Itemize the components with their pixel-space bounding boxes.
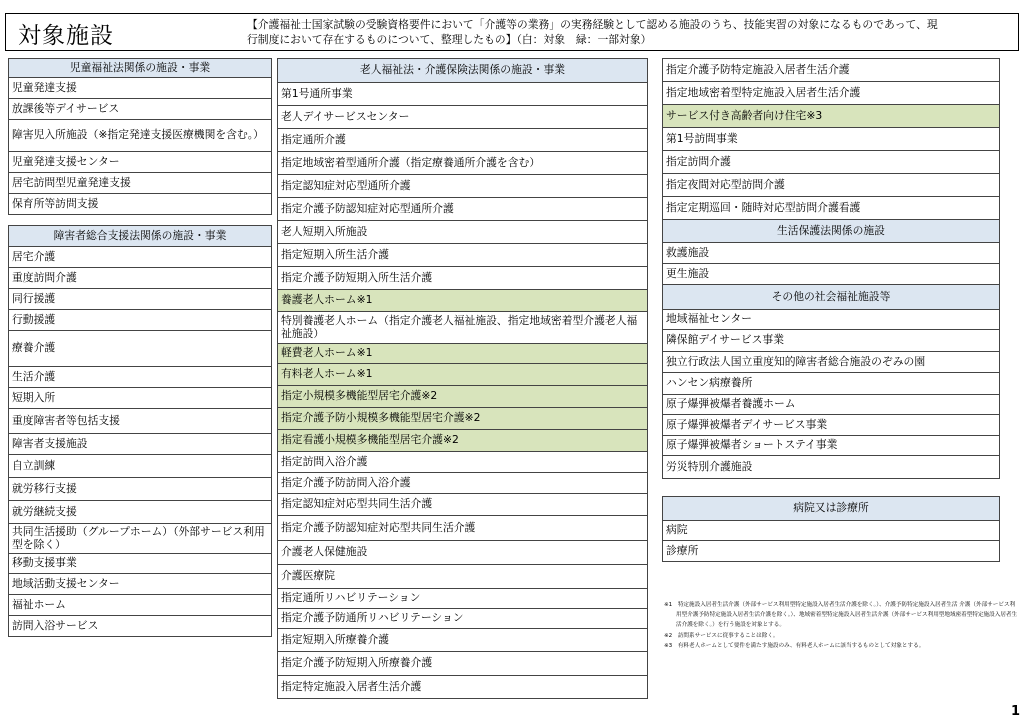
- table-row: 指定介護予防通所リハビリテーション: [278, 609, 648, 629]
- table-row: 指定短期入所療養介護: [278, 629, 648, 652]
- table-row: 更生施設: [663, 264, 1000, 285]
- table-row: 就労移行支援: [9, 478, 272, 501]
- table-row: 指定認知症対応型通所介護: [278, 175, 648, 198]
- table-row: 指定訪問入浴介護: [278, 452, 648, 473]
- description-line-1: 【介護福祉士国家試験の受験資格要件において「介護等の業務」の実務経験として認める施設のうち、技能実習の対象になるものであって、現: [247, 18, 938, 31]
- table-row: 居宅介護: [9, 247, 272, 268]
- table-row: 指定通所介護: [278, 129, 648, 152]
- table-row: 指定看護小規模多機能型居宅介護※2: [278, 430, 648, 452]
- table-row: 短期入所: [9, 388, 272, 409]
- section-header: 生活保護法関係の施設: [663, 220, 1000, 243]
- table-row: 指定地域密着型通所介護（指定療養通所介護を含む）: [278, 152, 648, 175]
- page-title: 対象施設: [18, 23, 114, 49]
- table-row: ハンセン病療養所: [663, 373, 1000, 395]
- table-row: 地域福祉センター: [663, 310, 1000, 330]
- page-description: [247, 17, 1017, 47]
- footnote-3: ※3 有料老人ホームとして要件を満たす施設のみ、有料老人ホームに該当するものとして対象とする。: [664, 642, 925, 649]
- table-row: 放課後等デイサービス: [9, 99, 272, 120]
- section-header: 障害者総合支援法関係の施設・事業: [9, 226, 272, 247]
- footnote-2: ※2 訪問系サービスに従事することは除く。: [664, 632, 779, 639]
- table-row: 障害児入所施設（※指定発達支援医療機関を含む。）: [9, 120, 272, 152]
- table-row: 指定介護予防特定施設入居者生活介護: [663, 59, 1000, 82]
- table-row: 養護老人ホーム※1: [278, 290, 648, 312]
- table-disability-support: [8, 225, 272, 637]
- description-line-2: 行制度において存在するものについて、整理したもの】（白：対象 緑：一部対象）: [247, 33, 652, 46]
- table-row: 福祉ホーム: [9, 595, 272, 616]
- section-header: 老人福祉法・介護保険法関係の施設・事業: [278, 59, 648, 83]
- table-row: 児童発達支援センター: [9, 152, 272, 173]
- table-row: 特別養護老人ホーム（指定介護老人福祉施設、指定地域密着型介護老人福祉施設）: [278, 312, 648, 344]
- table-row: サービス付き高齢者向け住宅※3: [663, 105, 1000, 128]
- table-row: 原子爆弾被爆者養護ホーム: [663, 395, 1000, 415]
- table-row: 指定地域密着型特定施設入居者生活介護: [663, 82, 1000, 105]
- table-row: 指定介護予防認知症対応型共同生活介護: [278, 516, 648, 541]
- table-row: 居宅訪問型児童発達支援: [9, 173, 272, 194]
- table-row: 指定特定施設入居者生活介護: [278, 676, 648, 699]
- footnote-1: ※1 特定施設入居者生活介護（外部サービス利用型特定施設入居者生活介護を除く。）、介護予防特定施設入居者生活 介護（外部サービス利用型介護予防特定施設入居者生活介護を除く。）、地域密着型特定施設入居者生活介護（外部サービス利用型地域密着型特定施設入居者生活介護を除く。）を行う施設を対象とする。: [664, 602, 1018, 629]
- table-row: 老人短期入所施設: [278, 221, 648, 244]
- table-row: 原子爆弾被爆者デイサービス事業: [663, 415, 1000, 436]
- table-row: 保育所等訪問支援: [9, 194, 272, 215]
- table-row: 指定定期巡回・随時対応型訪問介護看護: [663, 197, 1000, 220]
- table-row: 指定小規模多機能型居宅介護※2: [278, 386, 648, 408]
- footnotes: [664, 600, 1019, 651]
- table-row: 指定介護予防訪問入浴介護: [278, 473, 648, 494]
- table-row: 老人デイサービスセンター: [278, 106, 648, 129]
- table-row: 移動支援事業: [9, 554, 272, 574]
- table-elderly-welfare-cont: [662, 58, 1000, 479]
- table-row: 労災特別介護施設: [663, 456, 1000, 479]
- table-row: 指定介護予防小規模多機能型居宅介護※2: [278, 408, 648, 430]
- table-row: 介護老人保健施設: [278, 541, 648, 565]
- table-row: 就労継続支援: [9, 501, 272, 524]
- table-row: 病院: [663, 521, 1000, 541]
- table-row: 重度障害者等包括支援: [9, 409, 272, 434]
- table-row: 訪問入浴サービス: [9, 616, 272, 637]
- table-row: 共同生活援助（グループホーム）（外部サービス利用型を除く）: [9, 524, 272, 554]
- table-row: 隣保館デイサービス事業: [663, 330, 1000, 352]
- table-row: 療養介護: [9, 331, 272, 367]
- table-child-welfare: [8, 58, 272, 215]
- table-row: 指定介護予防認知症対応型通所介護: [278, 198, 648, 221]
- table-row: 地域活動支援センター: [9, 574, 272, 595]
- section-header: 児童福祉法関係の施設・事業: [9, 59, 272, 78]
- table-row: 児童発達支援: [9, 78, 272, 99]
- table-row: 軽費老人ホーム※1: [278, 344, 648, 364]
- table-row: 指定通所リハビリテーション: [278, 589, 648, 609]
- table-elderly-welfare: [277, 58, 648, 699]
- table-row: 救護施設: [663, 243, 1000, 264]
- header-box: [5, 13, 1019, 51]
- table-row: 指定訪問介護: [663, 151, 1000, 174]
- table-row: 介護医療院: [278, 565, 648, 589]
- table-row: 指定介護予防短期入所療養介護: [278, 652, 648, 676]
- table-row: 第1号通所事業: [278, 83, 648, 106]
- page-number: 1: [1011, 704, 1021, 719]
- section-header: 病院又は診療所: [663, 497, 1000, 521]
- table-row: 同行援護: [9, 289, 272, 310]
- table-row: 独立行政法人国立重度知的障害者総合施設のぞみの園: [663, 352, 1000, 373]
- table-row: 指定介護予防短期入所生活介護: [278, 267, 648, 290]
- table-row: 重度訪問介護: [9, 268, 272, 289]
- table-row: 診療所: [663, 541, 1000, 562]
- table-row: 有料老人ホーム※1: [278, 364, 648, 386]
- table-row: 行動援護: [9, 310, 272, 331]
- table-row: 第1号訪問事業: [663, 128, 1000, 151]
- table-row: 指定認知症対応型共同生活介護: [278, 494, 648, 516]
- table-row: 原子爆弾被爆者ショートステイ事業: [663, 436, 1000, 456]
- table-row: 障害者支援施設: [9, 434, 272, 455]
- table-row: 指定夜間対応型訪問介護: [663, 174, 1000, 197]
- section-header: その他の社会福祉施設等: [663, 285, 1000, 310]
- table-row: 自立訓練: [9, 455, 272, 478]
- table-row: 生活介護: [9, 367, 272, 388]
- table-row: 指定短期入所生活介護: [278, 244, 648, 267]
- table-hospital: [662, 496, 1000, 562]
